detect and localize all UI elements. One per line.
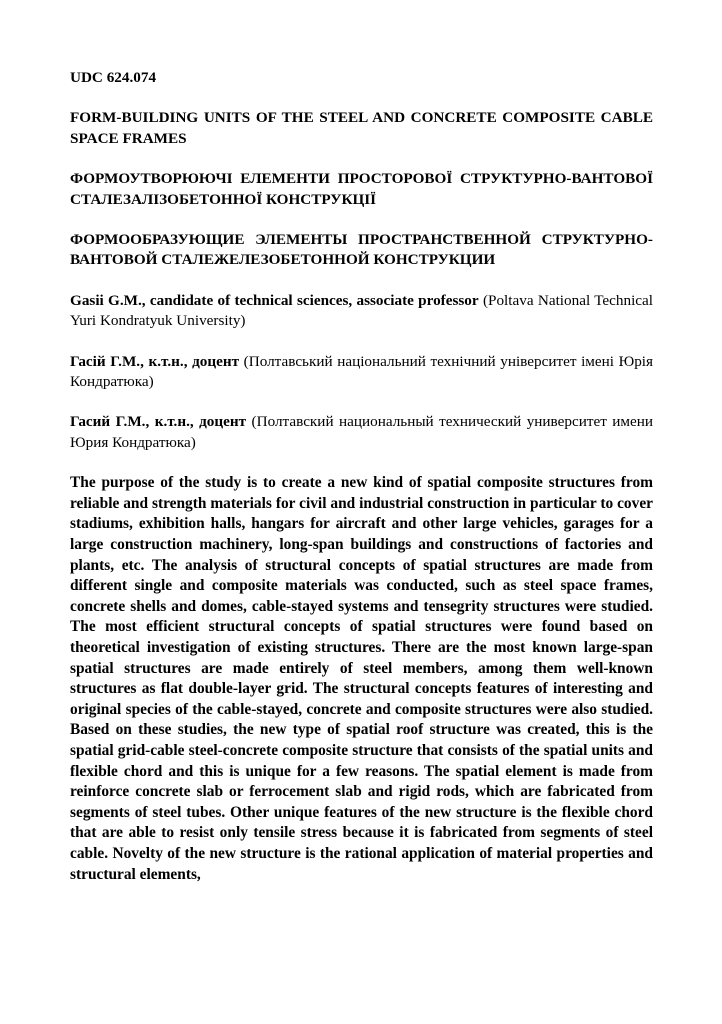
author-affiliation-russian: (Полтавский национальный технический университет имени Юрия Кондратюка) [70,413,654,451]
title-russian: ФОРМООБРАЗУЮЩИЕ ЭЛЕМЕНТЫ ПРОСТРАНСТВЕННОЙ СТРУКТУРНО-ВАНТОВОЙ СТАЛЕЖЕЛЕЗОБЕТОННОЙ КОНСТРУКЦИИ [70,231,653,269]
abstract-english: The purpose of the study is to create a new kind of spatial composite structures from reliable and strength materials for civil and industrial construction in particular to cover stadiums, exhibition halls, hangars for aircraft and other large vehicles, garages for a large construction machinery, long-span buildings and constructions of factories and plants, etc. The analysis of structural concepts of spatial structures are made from different single and composite materials was conducted, such as steel space frames, concrete shells and domes, cable-stayed systems and tensegrity structures were studied. The most efficient structural concepts of spatial structures were found based on theoretical investigation of existing structures. There are the most known large-span spatial structures are made entirely of steel members, among them well-known structures as flat double-layer grid. The structural concepts features of interesting and original species of the cable-stayed, concrete and composite structures were also studied. Based on these studies, the new type of spatial roof structure was created, this is the spatial grid-cable steel-concrete composite structure that consists of the spatial units and flexible chord and this is unique for a few reasons. The spatial element is made from reinforce concrete slab or ferrocement slab and rigid rods, which are fabricated from segments of steel tubes. Other unique features of the new structure is the flexible chord that are able to resist only tensile stress because it is fabricated from segments of steel cable. Novelty of the new structure is the rational application of material properties and structural elements, [70,474,653,883]
title-english: FORM-BUILDING UNITS OF THE STEEL AND CONCRETE COMPOSITE CABLE SPACE FRAMES [70,109,653,147]
author-ukrainian [70,352,653,393]
author-affiliation-english: (Poltava National Technical Yuri Kondratyuk University) [70,291,653,330]
document-content [70,68,653,885]
spacer [70,88,653,108]
udc-code: UDC 624.074 [70,69,157,86]
author-name-russian: Гасий Г.М., к.т.н., доцент [70,413,247,431]
author-name-ukrainian: Гасій Г.М., к.т.н., доцент [70,352,240,370]
author-affiliation-ukrainian: (Полтавський національний технічний університет імені Юрія Кондратюка) [70,352,653,391]
author-english [70,291,653,332]
spacer [70,453,653,473]
author-name-english: Gasii G.M., candidate of technical sciences, associate professor [70,291,479,309]
spacer [70,149,653,169]
spacer [70,332,653,352]
spacer [70,392,653,412]
spacer [70,271,653,291]
author-russian [70,412,653,453]
spacer [70,210,653,230]
title-ukrainian: ФОРМОУТВОРЮЮЧІ ЕЛЕМЕНТИ ПРОСТОРОВОЇ СТРУКТУРНО-ВАНТОВОЇ СТАЛЕЗАЛІЗОБЕТОННОЇ КОНСТРУКЦІЇ [70,170,653,208]
